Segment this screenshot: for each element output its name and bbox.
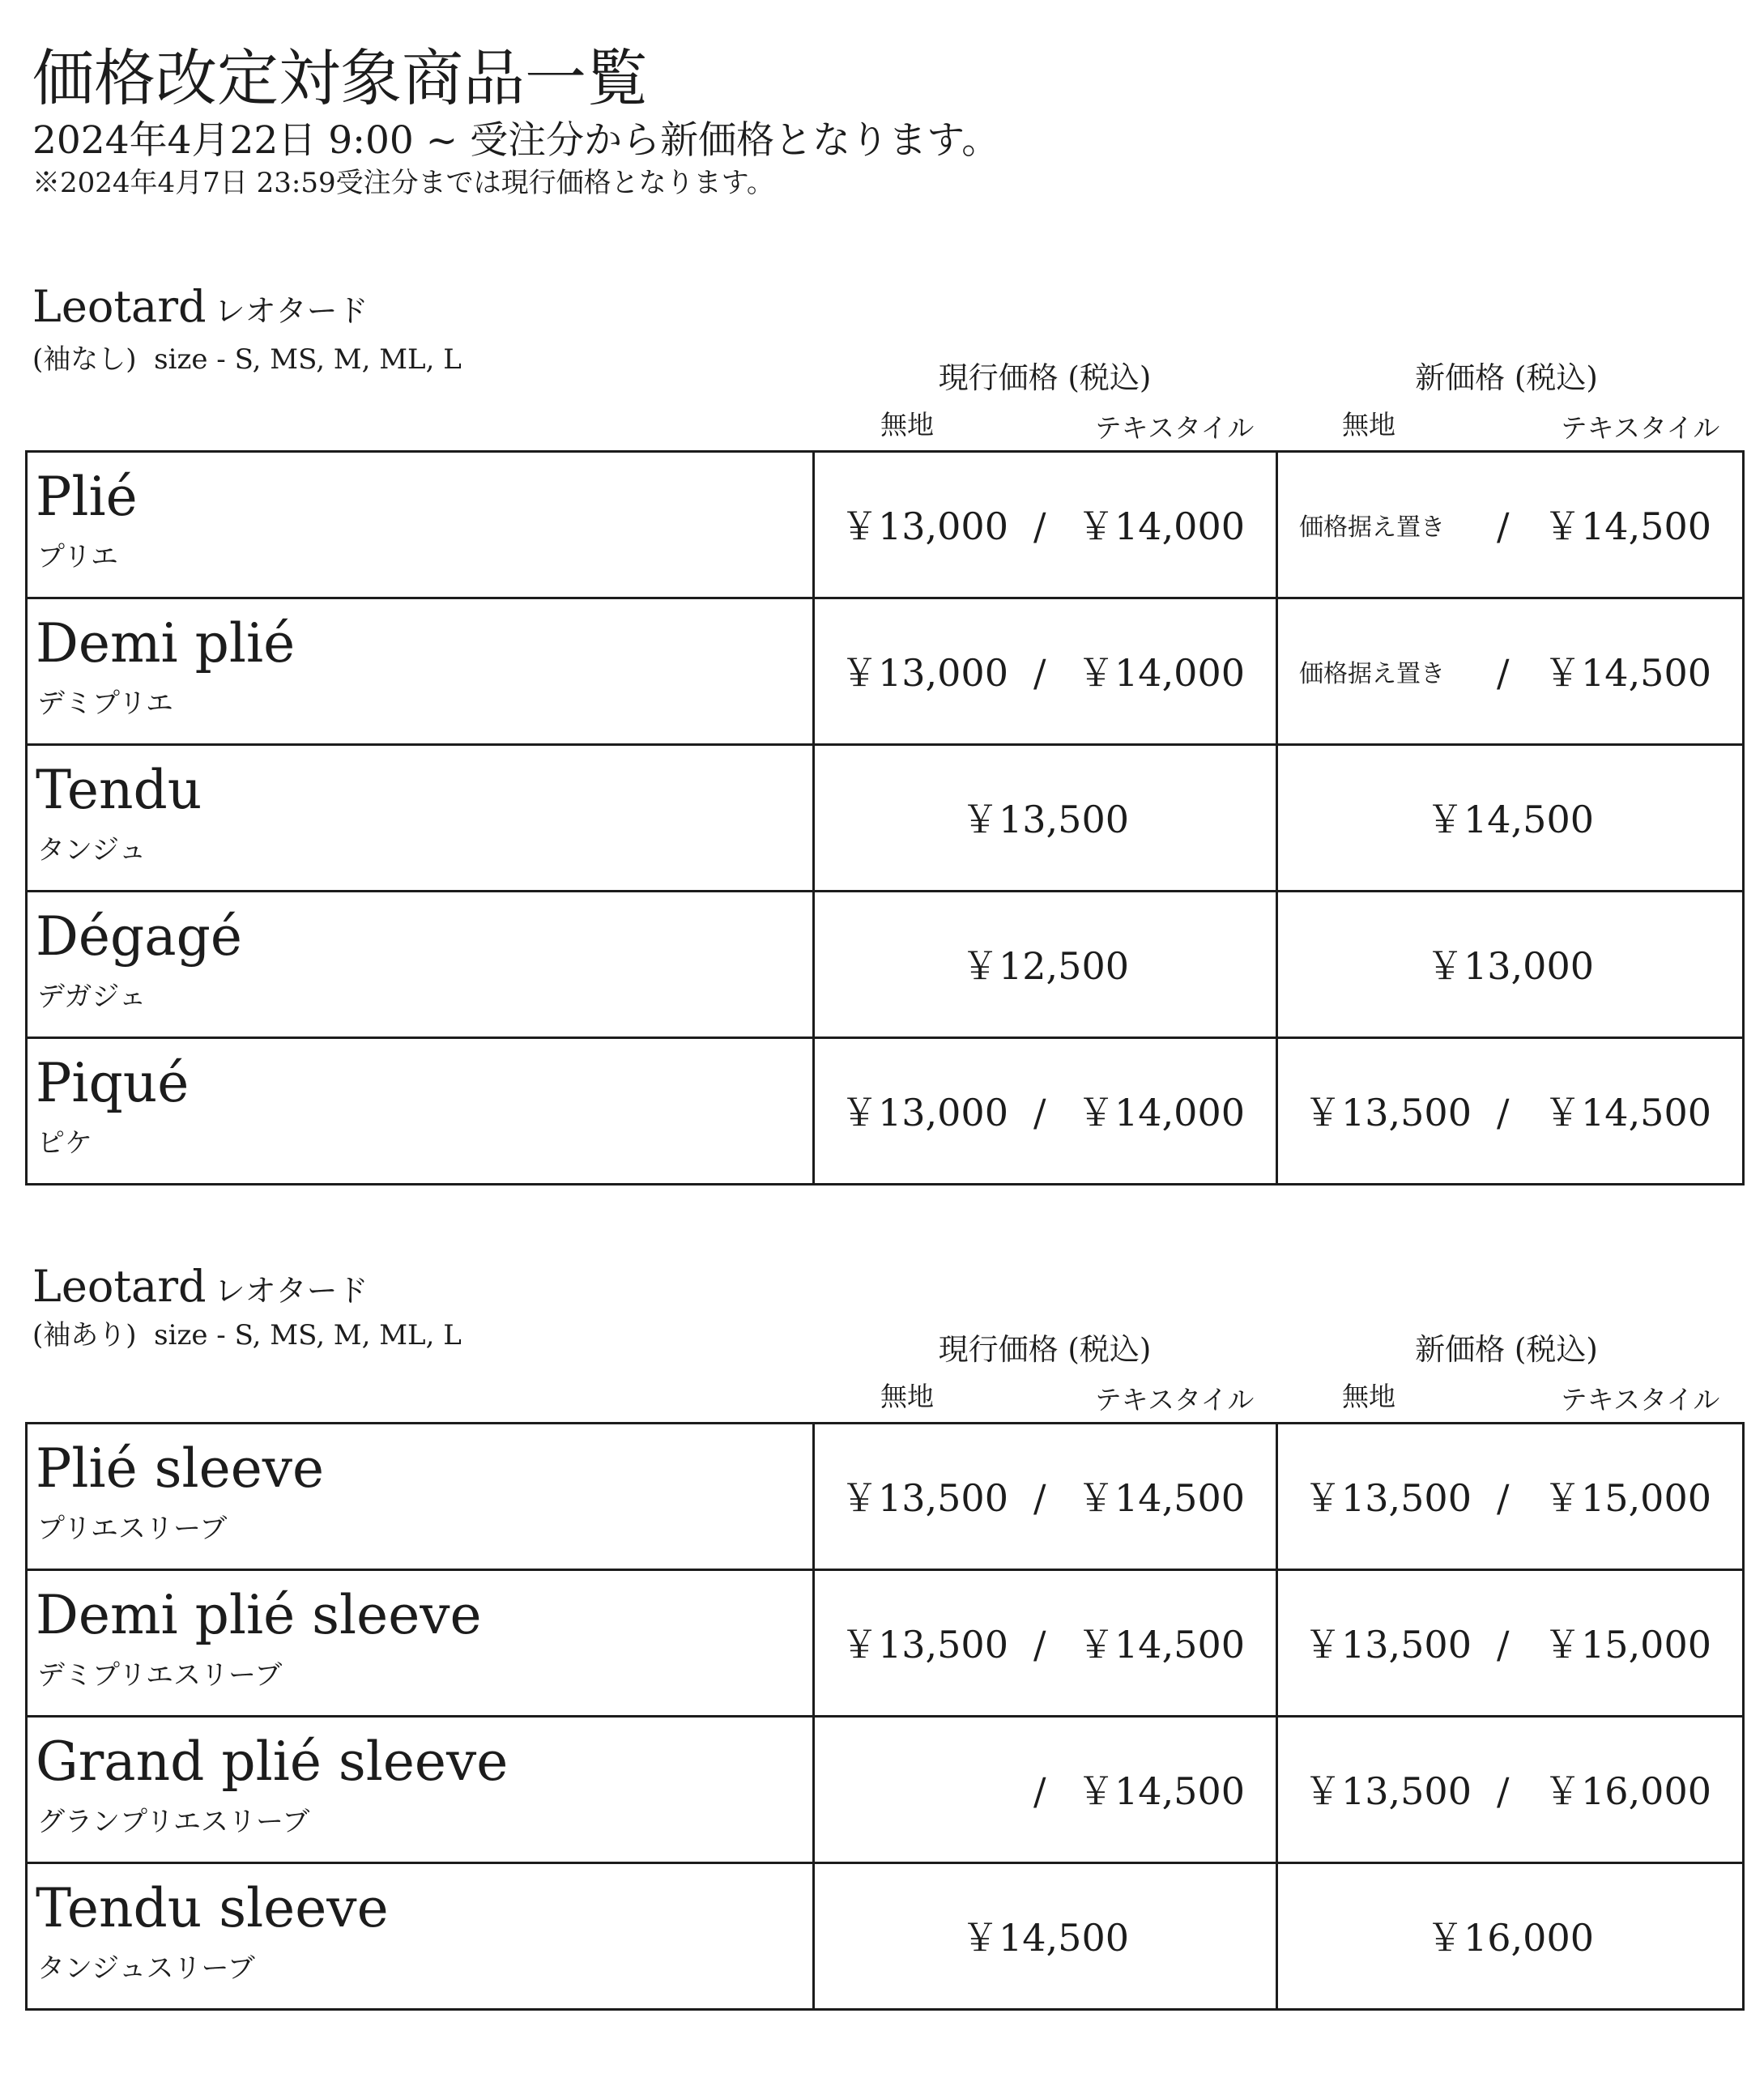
price-separator: / <box>1497 504 1510 548</box>
current-price-header: 現行価格 (税込) <box>938 360 1152 395</box>
price-separator: / <box>1033 1769 1046 1813</box>
new-price-cell <box>1277 745 1744 892</box>
product-name: Grand plié sleeve <box>36 1730 509 1793</box>
current-plain-price: ￥13,500 <box>841 1476 1008 1520</box>
current-plain-price: ￥13,500 <box>841 1623 1008 1666</box>
current-plain-header: 無地 <box>880 409 934 441</box>
product-name: Tendu <box>36 759 202 821</box>
new-price-cell <box>1277 892 1744 1038</box>
current-textile-price: ￥14,500 <box>1077 1476 1245 1520</box>
new-textile-price: ￥14,500 <box>1544 1091 1711 1134</box>
current-price-cell <box>814 1038 1277 1185</box>
product-name-kana: タンジュスリーブ <box>37 1952 255 1985</box>
new-plain-price: ￥13,500 <box>1304 1769 1472 1813</box>
new-price-cell <box>1277 598 1744 745</box>
current-textile-price: ￥14,500 <box>1077 1623 1245 1666</box>
table-row <box>27 1038 1744 1185</box>
product-name: Tendu sleeve <box>36 1877 389 1939</box>
product-name-kana: デガジェ <box>37 981 147 1013</box>
current-price: ￥13,500 <box>961 798 1129 841</box>
new-textile-price: ￥15,000 <box>1544 1623 1711 1666</box>
current-price-cell <box>814 745 1277 892</box>
table-row <box>27 1863 1744 2010</box>
product-cell <box>27 1038 814 1185</box>
section-size-info: (袖あり) size - S, MS, M, ML, L <box>32 1319 462 1351</box>
current-price-header: 現行価格 (税込) <box>938 1332 1152 1367</box>
section-name-kana: レオタード <box>214 293 369 329</box>
current-price: ￥12,500 <box>961 944 1129 988</box>
current-price-cell <box>814 598 1277 745</box>
new-textile-price: ￥15,000 <box>1544 1476 1711 1520</box>
current-price-cell <box>814 1424 1277 1570</box>
current-textile-price: ￥14,500 <box>1077 1769 1245 1813</box>
current-price: ￥14,500 <box>961 1916 1129 1960</box>
new-plain-price: 価格据え置き <box>1299 660 1445 688</box>
table-row <box>27 452 1744 598</box>
current-price-cell <box>814 452 1277 598</box>
current-textile-price: ￥14,000 <box>1077 504 1245 548</box>
new-plain-price: 価格据え置き <box>1299 513 1445 542</box>
product-cell <box>27 745 814 892</box>
effective-date-notice: 2024年4月22日 9:00 ~ 受注分から新価格となります。 <box>32 118 1000 163</box>
product-cell <box>27 452 814 598</box>
current-price-cell <box>814 1863 1277 2010</box>
current-price-note: ※2024年4月7日 23:59受注分までは現行価格となります。 <box>32 167 774 199</box>
product-cell <box>27 1424 814 1570</box>
product-name: Demi plié sleeve <box>36 1584 482 1646</box>
section-name: Leotard <box>32 281 207 332</box>
table-row <box>27 1570 1744 1717</box>
new-price: ￥16,000 <box>1426 1916 1594 1960</box>
new-plain-price: ￥13,500 <box>1304 1623 1472 1666</box>
new-plain-price: ￥13,500 <box>1304 1091 1472 1134</box>
new-plain-price: ￥13,500 <box>1304 1476 1472 1520</box>
product-name-kana: プリエ <box>37 541 118 573</box>
product-name: Plié sleeve <box>36 1437 325 1500</box>
price-separator: / <box>1033 1476 1046 1520</box>
current-textile-price: ￥14,000 <box>1077 1091 1245 1134</box>
new-price-cell <box>1277 1424 1744 1570</box>
new-price-header: 新価格 (税込) <box>1415 360 1598 395</box>
price-separator: / <box>1497 1769 1510 1813</box>
product-cell <box>27 1717 814 1863</box>
product-name: Dégagé <box>36 905 242 968</box>
new-price-cell <box>1277 1717 1744 1863</box>
price-separator: / <box>1033 651 1046 695</box>
table-row <box>27 892 1744 1038</box>
price-separator: / <box>1033 1091 1046 1134</box>
section-size-info: (袖なし) size - S, MS, M, ML, L <box>32 343 462 376</box>
new-textile-price: ￥14,500 <box>1544 504 1711 548</box>
price-separator: / <box>1033 1623 1046 1666</box>
current-plain-header: 無地 <box>880 1381 934 1412</box>
section-name: Leotard <box>32 1261 207 1312</box>
product-cell <box>27 1570 814 1717</box>
price-separator: / <box>1497 1623 1510 1666</box>
product-cell <box>27 598 814 745</box>
product-name-kana: タンジュ <box>37 834 147 866</box>
new-textile-header: テキスタイル <box>1560 1384 1720 1415</box>
current-plain-price: ￥13,000 <box>841 504 1008 548</box>
new-plain-header: 無地 <box>1342 409 1395 441</box>
new-textile-price: ￥16,000 <box>1544 1769 1711 1813</box>
price-separator: / <box>1497 651 1510 695</box>
section-name-kana: レオタード <box>214 1273 369 1309</box>
table-row <box>27 1717 1744 1863</box>
current-price-cell <box>814 892 1277 1038</box>
current-textile-price: ￥14,000 <box>1077 651 1245 695</box>
new-price-cell <box>1277 1570 1744 1717</box>
price-separator: / <box>1033 504 1046 548</box>
product-name: Demi plié <box>36 612 296 675</box>
price-table-sleeveless <box>25 450 1745 1185</box>
current-textile-header: テキスタイル <box>1094 1384 1255 1415</box>
table-row <box>27 598 1744 745</box>
section-sleeveless-heading <box>32 281 369 332</box>
price-separator: / <box>1497 1476 1510 1520</box>
product-name-kana: デミプリエ <box>37 687 173 720</box>
product-name-kana: グランプリエスリーブ <box>37 1806 310 1838</box>
new-price-cell <box>1277 1863 1744 2010</box>
current-price-cell <box>814 1717 1277 1863</box>
price-separator: / <box>1497 1091 1510 1134</box>
product-cell <box>27 892 814 1038</box>
product-name-kana: ピケ <box>37 1127 92 1160</box>
current-textile-header: テキスタイル <box>1094 412 1255 444</box>
new-price-header: 新価格 (税込) <box>1415 1332 1598 1367</box>
product-name-kana: プリエスリーブ <box>37 1513 228 1545</box>
new-price: ￥14,500 <box>1426 798 1594 841</box>
current-plain-price: ￥13,000 <box>841 1091 1008 1134</box>
new-plain-header: 無地 <box>1342 1381 1395 1412</box>
price-table-sleeved <box>25 1422 1745 2011</box>
product-name-kana: デミプリエスリーブ <box>37 1659 283 1692</box>
current-price-cell <box>814 1570 1277 1717</box>
new-textile-header: テキスタイル <box>1560 412 1720 444</box>
table-row <box>27 1424 1744 1570</box>
new-textile-price: ￥14,500 <box>1544 651 1711 695</box>
product-name: Plié <box>36 466 138 528</box>
new-price-cell <box>1277 452 1744 598</box>
new-price-cell <box>1277 1038 1744 1185</box>
new-price: ￥13,000 <box>1426 944 1594 988</box>
product-cell <box>27 1863 814 2010</box>
section-sleeved-heading <box>32 1261 369 1312</box>
table-row <box>27 745 1744 892</box>
current-plain-price: ￥13,000 <box>841 651 1008 695</box>
product-name: Piqué <box>36 1052 190 1114</box>
page-title: 価格改定対象商品一覧 <box>32 42 648 114</box>
